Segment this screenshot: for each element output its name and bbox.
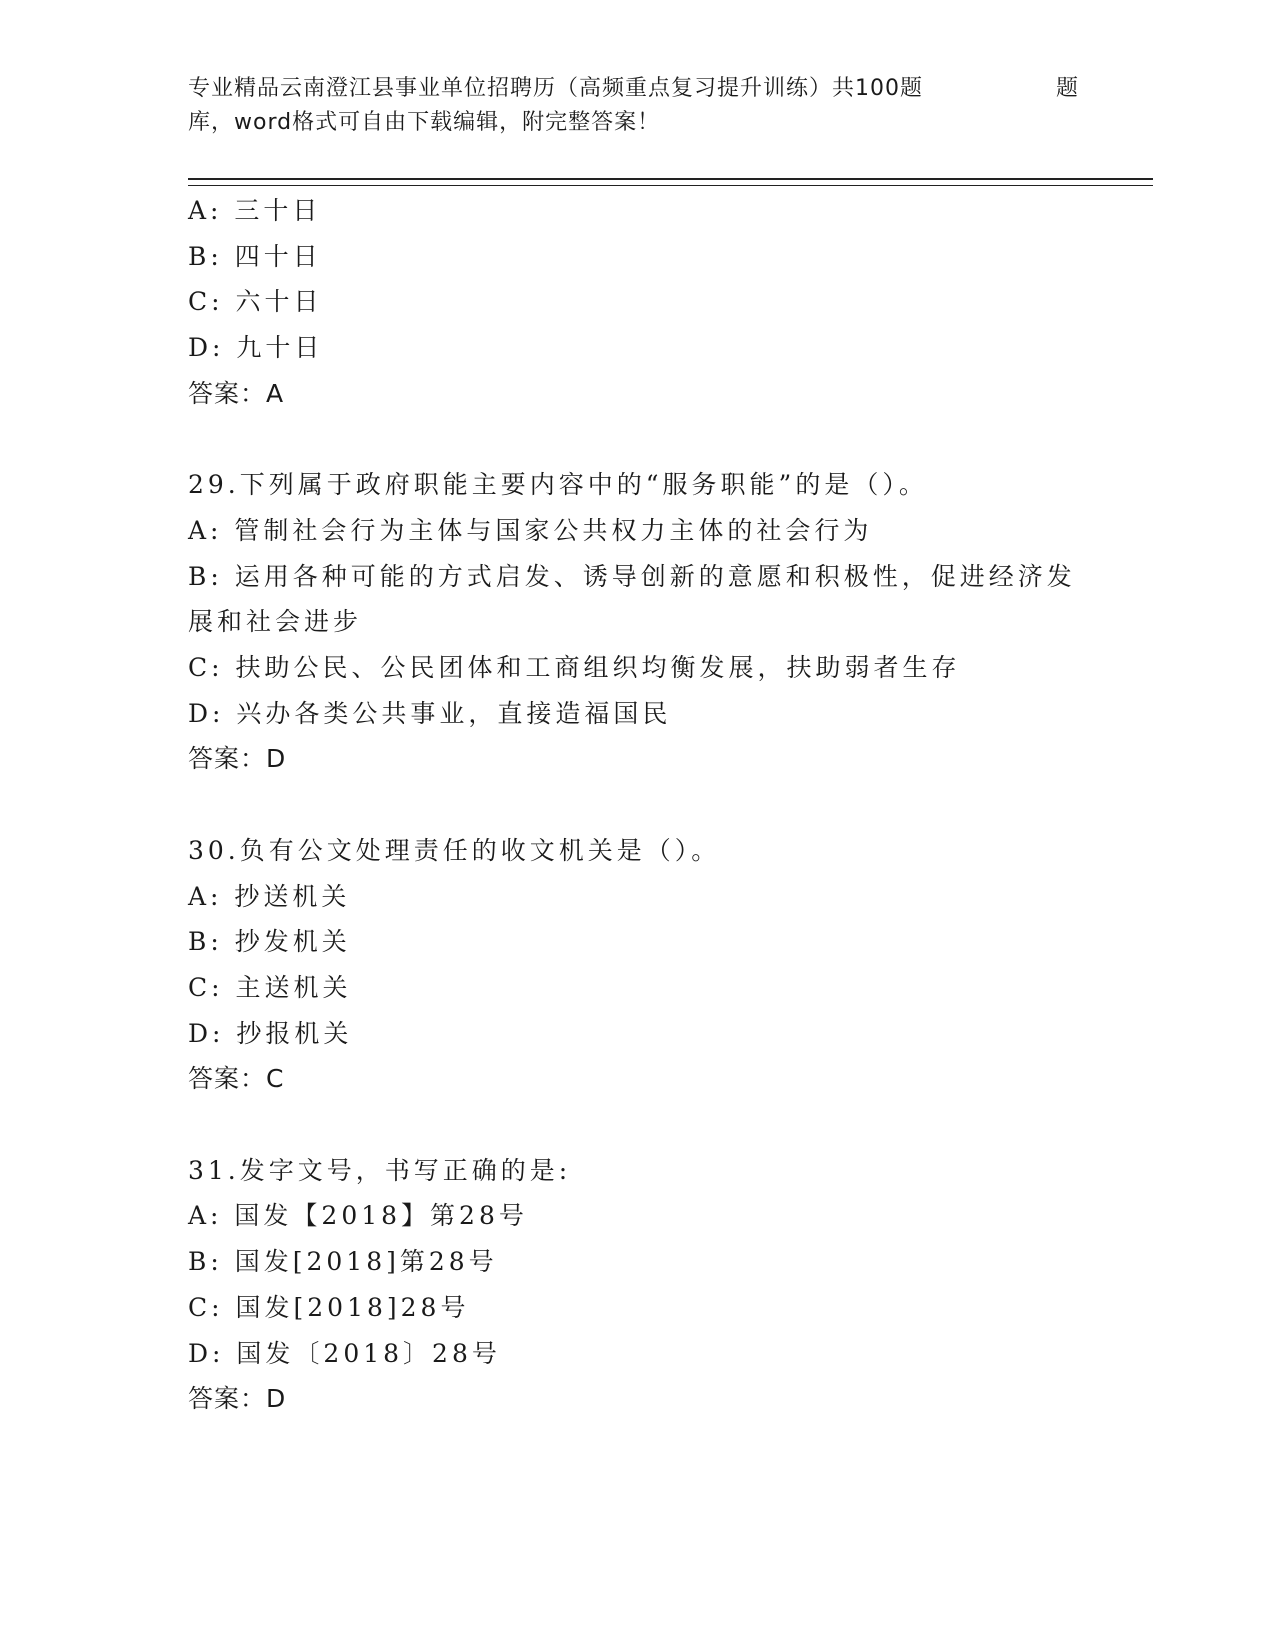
q30-option-c: C: 主送机关 xyxy=(188,972,352,1002)
q28-option-a: A: 三十日 xyxy=(188,196,322,225)
q30-question: 30.负有公文处理责任的收文机关是（）。 xyxy=(188,835,721,865)
q31-option-d: D: 国发〔2018〕28号 xyxy=(188,1338,501,1368)
q31-option-b: B: 国发[2018]第28号 xyxy=(188,1247,498,1277)
q30-option-d: D: 抄报机关 xyxy=(188,1018,353,1048)
q29-option-a: A: 管制社会行为主体与国家公共权力主体的社会行为 xyxy=(188,515,873,545)
q28-option-c: C: 六十日 xyxy=(188,287,323,317)
q29-option-b: B: 运用各种可能的方式启发、诱导创新的意愿和积极性，促进经济发展和社会进步 xyxy=(188,561,1076,637)
q29-question: 29.下列属于政府职能主要内容中的“服务职能”的是（）。 xyxy=(188,470,928,500)
q29-option-c: C: 扶助公民、公民团体和工商组织均衡发展，扶助弱者生存 xyxy=(188,653,961,683)
q28-option-d: D: 九十日 xyxy=(188,333,324,363)
q30-option-b: B: 抄发机关 xyxy=(188,927,351,957)
q29-option-d: D: 兴办各类公共事业，直接造福国民 xyxy=(188,698,672,728)
q28-option-b: B: 四十日 xyxy=(188,241,322,271)
header-title: 专业精品云南澄江县事业单位招聘历（高频重点复习提升训练）共100题 xyxy=(188,76,923,101)
q30-answer: 答案：C xyxy=(188,1064,285,1094)
q28-answer: 答案：A xyxy=(188,378,285,408)
header-title-tail: 题 xyxy=(1056,76,1080,101)
spacer xyxy=(188,1102,1148,1148)
spacer xyxy=(188,417,1148,463)
q31-option-a: A: 国发【2018】第28号 xyxy=(188,1201,528,1231)
q31-answer: 答案：D xyxy=(188,1384,287,1414)
spacer xyxy=(188,782,1148,828)
header-line-1 xyxy=(188,72,1088,106)
document-header xyxy=(188,72,1088,140)
q31-option-c: C: 国发[2018]28号 xyxy=(188,1292,470,1322)
q29-answer: 答案：D xyxy=(188,744,287,774)
q30-option-a: A: 抄送机关 xyxy=(188,881,351,911)
header-line-2: 库，word格式可自由下载编辑，附完整答案！ xyxy=(188,110,661,135)
header-divider xyxy=(188,178,1153,186)
q31-question: 31.发字文号，书写正确的是: xyxy=(188,1155,572,1185)
document-body xyxy=(188,188,1148,1422)
